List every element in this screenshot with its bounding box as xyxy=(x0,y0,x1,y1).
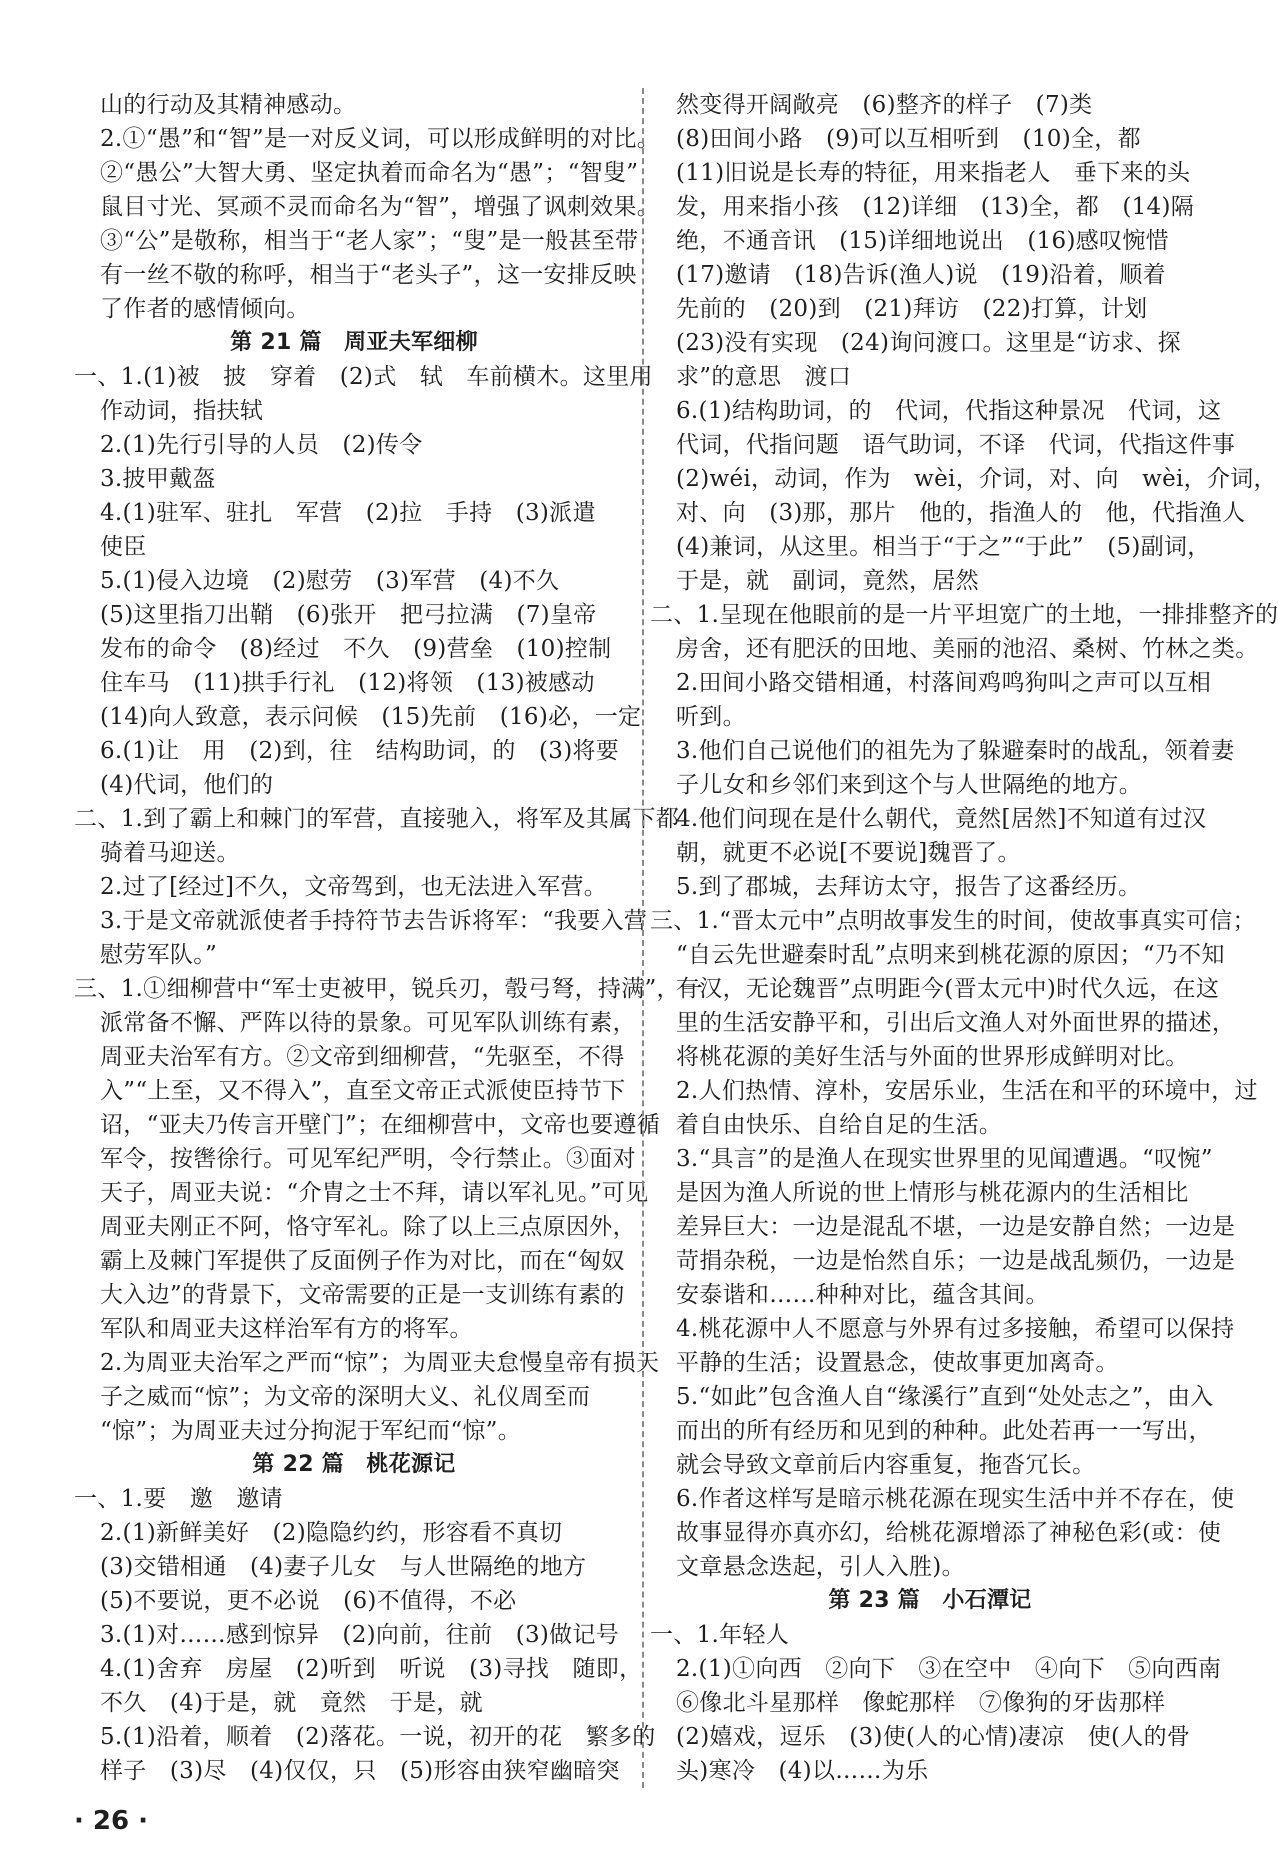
text-line: 6.作者这样写是暗示桃花源在现实生活中并不存在，使 xyxy=(676,1486,1235,1512)
text-line: 一、1.年轻人 xyxy=(650,1622,790,1648)
text-line: 3.“具言”的是渔人在现实世界里的见闻遭遇。“叹惋” xyxy=(676,1146,1213,1172)
text-line: 故事显得亦真亦幻，给桃花源增添了神秘色彩(或：使 xyxy=(676,1520,1222,1546)
text-line: 入”“上至，又不得入”，直至文帝正式派使臣持节下 xyxy=(100,1078,626,1104)
text-line: 鼠目寸光、冥顽不灵而命名为“智”，增强了讽刺效果。 xyxy=(100,194,661,220)
text-line: 平静的生活；设置悬念，使故事更加离奇。 xyxy=(676,1350,1119,1376)
text-line: 一、1.(1)被 披 穿着 (2)式 轼 车前横木。这里用 xyxy=(74,364,653,390)
text-line: 军令，按辔徐行。可见军纪严明，令行禁止。③面对 xyxy=(100,1146,636,1172)
text-line: 2.人们热情、淳朴，安居乐业，生活在和平的环境中，过 xyxy=(676,1078,1258,1104)
text-line: 文章悬念迭起，引人入胜)。 xyxy=(676,1554,965,1580)
text-line: 作动词，指扶轼 xyxy=(100,398,264,424)
text-line: 有汉，无论魏晋”点明距今(晋太元中)时代久远，在这 xyxy=(676,976,1220,1002)
text-line: 代词，代指问题 语气助词，不译 代词，代指这件事 xyxy=(676,432,1236,458)
text-line: 慰劳军队。” xyxy=(100,942,218,968)
text-line: 子儿女和乡邻们来到这个与人世隔绝的地方。 xyxy=(676,772,1142,798)
text-line: (5)不要说，更不必说 (6)不值得，不必 xyxy=(100,1588,517,1614)
text-line: 2.田间小路交错相通，村落间鸡鸣狗叫之声可以互相 xyxy=(676,670,1212,696)
text-line: “惊”；为周亚夫过分拘泥于军纪而“惊”。 xyxy=(100,1418,522,1444)
text-line: (14)向人致意，表示问候 (15)先前 (16)必，一定 xyxy=(100,704,642,730)
text-line: 着自由快乐、自给自足的生活。 xyxy=(676,1112,1003,1138)
text-line: (23)没有实现 (24)询问渡口。这里是“访求、探 xyxy=(676,330,1181,356)
text-line: 军队和周亚夫这样治军有方的将军。 xyxy=(100,1316,473,1342)
text-line: 然变得开阔敞亮 (6)整齐的样子 (7)类 xyxy=(676,92,1093,118)
text-line: 2.(1)①向西 ②向下 ③在空中 ④向下 ⑤向西南 xyxy=(676,1656,1222,1682)
text-line: 三、1.“晋太元中”点明故事发生的时间，使故事真实可信； xyxy=(650,908,1256,934)
text-line: 三、1.①细柳营中“军士吏被甲，锐兵刃，彀弓弩，持满”，一 xyxy=(74,976,704,1002)
text-line: 3.披甲戴盔 xyxy=(100,466,216,492)
text-line: 霸上及棘门军提供了反面例子作为对比，而在“匈奴 xyxy=(100,1248,625,1274)
text-line: 周亚夫治军有方。②文帝到细柳营，“先驱至，不得 xyxy=(100,1044,625,1070)
text-line: 里的生活安静平和，引出后文渔人对外面世界的描述， xyxy=(676,1010,1236,1036)
text-line: (2)嬉戏，逗乐 (3)使(人的心情)凄凉 使(人的骨 xyxy=(676,1724,1191,1750)
text-line: 而出的所有经历和见到的种种。此处若再一一写出， xyxy=(676,1418,1212,1444)
text-line: 山的行动及其精神感动。 xyxy=(100,92,357,118)
text-line: ③“公”是敬称，相当于“老人家”；“叟”是一般甚至带 xyxy=(100,228,639,254)
text-line: 5.(1)沿着，顺着 (2)落花。一说，初开的花 繁多的 xyxy=(100,1724,656,1750)
left-column xyxy=(74,88,704,1788)
text-line: 头)寒冷 (4)以……为乐 xyxy=(676,1758,929,1784)
text-line: 5.“如此”包含渔人自“缘溪行”直到“处处志之”，由入 xyxy=(676,1384,1214,1410)
text-line: 骑着马迎送。 xyxy=(100,840,240,866)
text-line: 诏，“亚夫乃传言开壁门”；在细柳营中，文帝也要遵循 xyxy=(100,1112,661,1138)
text-line: 了作者的感情倾向。 xyxy=(100,296,310,322)
text-line: 房舍，还有肥沃的田地、美丽的池沼、桑树、竹林之类。 xyxy=(676,636,1259,662)
text-line: 使臣 xyxy=(100,534,147,560)
text-line: 2.(1)先行引导的人员 (2)传令 xyxy=(100,432,423,458)
text-line: 3.(1)对……感到惊异 (2)向前，往前 (3)做记号 xyxy=(100,1622,620,1648)
text-line: 听到。 xyxy=(676,704,746,730)
text-line: 子之威而“惊”；为文帝的深明大义、礼仪周至而 xyxy=(100,1384,591,1410)
column-divider xyxy=(642,88,644,1788)
text-line: 于是，就 副词，竟然，居然 xyxy=(676,568,979,594)
page-number: · 26 · xyxy=(74,1806,149,1836)
text-line: 大入边”的背景下，文帝需要的正是一支训练有素的 xyxy=(100,1282,625,1308)
text-line: 天子，周亚夫说：“介胄之士不拜，请以军礼见。”可见 xyxy=(100,1180,649,1206)
text-line: 二、1.呈现在他眼前的是一片平坦宽广的土地，一排排整齐的 xyxy=(650,602,1278,628)
text-line: 先前的 (20)到 (21)拜访 (22)打算，计划 xyxy=(676,296,1148,322)
text-line: 苛捐杂税，一边是怡然自乐；一边是战乱频仍，一边是 xyxy=(676,1248,1236,1274)
text-line: 发布的命令 (8)经过 不久 (9)营垒 (10)控制 xyxy=(100,636,612,662)
text-line: 4.(1)驻军、驻扎 军营 (2)拉 手持 (3)派遣 xyxy=(100,500,596,526)
text-line: ②“愚公”大智大勇、坚定执着而命名为“愚”；“智叟” xyxy=(100,160,639,186)
text-line: 一、1.要 邀 邀请 xyxy=(74,1486,283,1512)
text-line: 求”的意思 渡口 xyxy=(676,364,852,390)
section-heading: 第 22 篇 桃花源记 xyxy=(252,1452,456,1477)
text-line: 二、1.到了霸上和棘门的军营，直接驰入，将军及其属下都 xyxy=(74,806,680,832)
text-line: 住车马 (11)拱手行礼 (12)将领 (13)被感动 xyxy=(100,670,595,696)
text-line: 安泰谐和……种种对比，蕴含其间。 xyxy=(676,1282,1049,1308)
text-line: 3.他们自己说他们的祖先为了躲避秦时的战乱，领着妻 xyxy=(676,738,1235,764)
text-line: 将桃花源的美好生活与外面的世界形成鲜明对比。 xyxy=(676,1044,1189,1070)
text-line: (11)旧说是长寿的特征，用来指老人 垂下来的头 xyxy=(676,160,1191,186)
text-line: 朝，就更不必说[不要说]魏晋了。 xyxy=(676,840,1021,866)
text-line: 2.(1)新鲜美好 (2)隐隐约约，形容看不真切 xyxy=(100,1520,563,1546)
text-line: 不久 (4)于是，就 竟然 于是，就 xyxy=(100,1690,483,1716)
text-line: 样子 (3)尽 (4)仅仅，只 (5)形容由狭窄幽暗突 xyxy=(100,1758,620,1784)
section-heading: 第 21 篇 周亚夫军细柳 xyxy=(230,330,478,355)
text-line: 5.(1)侵入边境 (2)慰劳 (3)军营 (4)不久 xyxy=(100,568,560,594)
text-line: 6.(1)结构助词，的 代词，代指这种景况 代词，这 xyxy=(676,398,1222,424)
text-line: ⑥像北斗星那样 像蛇那样 ⑦像狗的牙齿那样 xyxy=(676,1690,1166,1716)
text-line: (17)邀请 (18)告诉(渔人)说 (19)沿着，顺着 xyxy=(676,262,1166,288)
text-line: 发，用来指小孩 (12)详细 (13)全，都 (14)隔 xyxy=(676,194,1195,220)
text-line: (4)代词，他们的 xyxy=(100,772,274,798)
text-line: (3)交错相通 (4)妻子儿女 与人世隔绝的地方 xyxy=(100,1554,587,1580)
text-line: 6.(1)让 用 (2)到，往 结构助词，的 (3)将要 xyxy=(100,738,620,764)
text-line: 4.他们问现在是什么朝代，竟然[居然]不知道有过汉 xyxy=(676,806,1207,832)
text-line: “自云先世避秦时乱”点明来到桃花源的原因；“乃不知 xyxy=(676,942,1225,968)
text-line: 差异巨大：一边是混乱不堪，一边是安静自然；一边是 xyxy=(676,1214,1236,1240)
right-column xyxy=(650,88,1278,1788)
text-line: 2.为周亚夫治军之严而“惊”；为周亚夫怠慢皇帝有损天 xyxy=(100,1350,660,1376)
text-line: 绝，不通音讯 (15)详细地说出 (16)感叹惋惜 xyxy=(676,228,1169,254)
text-line: 3.于是文帝就派使者手持符节去告诉将军：“我要入营 xyxy=(100,908,648,934)
section-heading: 第 23 篇 小石潭记 xyxy=(828,1588,1032,1613)
text-line: 5.到了郡城，去拜访太守，报告了这番经历。 xyxy=(676,874,1142,900)
text-line: (5)这里指刀出鞘 (6)张开 把弓拉满 (7)皇帝 xyxy=(100,602,597,628)
text-line: 是因为渔人所说的世上情形与桃花源内的生活相比 xyxy=(676,1180,1189,1206)
text-line: 有一丝不敬的称呼，相当于“老头子”，这一安排反映 xyxy=(100,262,637,288)
text-line: (4)兼词，从这里。相当于“于之”“于此” (5)副词， xyxy=(676,534,1211,560)
text-line: 2.①“愚”和“智”是一对反义词，可以形成鲜明的对比。 xyxy=(100,126,661,152)
text-line: (8)田间小路 (9)可以互相听到 (10)全，都 xyxy=(676,126,1141,152)
text-line: 4.桃花源中人不愿意与外界有过多接触，希望可以保持 xyxy=(676,1316,1235,1342)
text-line: 2.过了[经过]不久，文帝驾到，也无法进入军营。 xyxy=(100,874,608,900)
text-line: 周亚夫刚正不阿，恪守军礼。除了以上三点原因外， xyxy=(100,1214,636,1240)
text-line: (2)wéi，动词，作为 wèi，介词，对、向 wèi，介词， xyxy=(676,466,1277,492)
text-line: 派常备不懈、严阵以待的景象。可见军队训练有素， xyxy=(100,1010,636,1036)
text-line: 4.(1)舍弃 房屋 (2)听到 听说 (3)寻找 随即， xyxy=(100,1656,643,1682)
text-line: 就会导致文章前后内容重复，拖沓冗长。 xyxy=(676,1452,1096,1478)
text-line: 对、向 (3)那，那片 他的，指渔人的 他，代指渔人 xyxy=(676,500,1246,526)
